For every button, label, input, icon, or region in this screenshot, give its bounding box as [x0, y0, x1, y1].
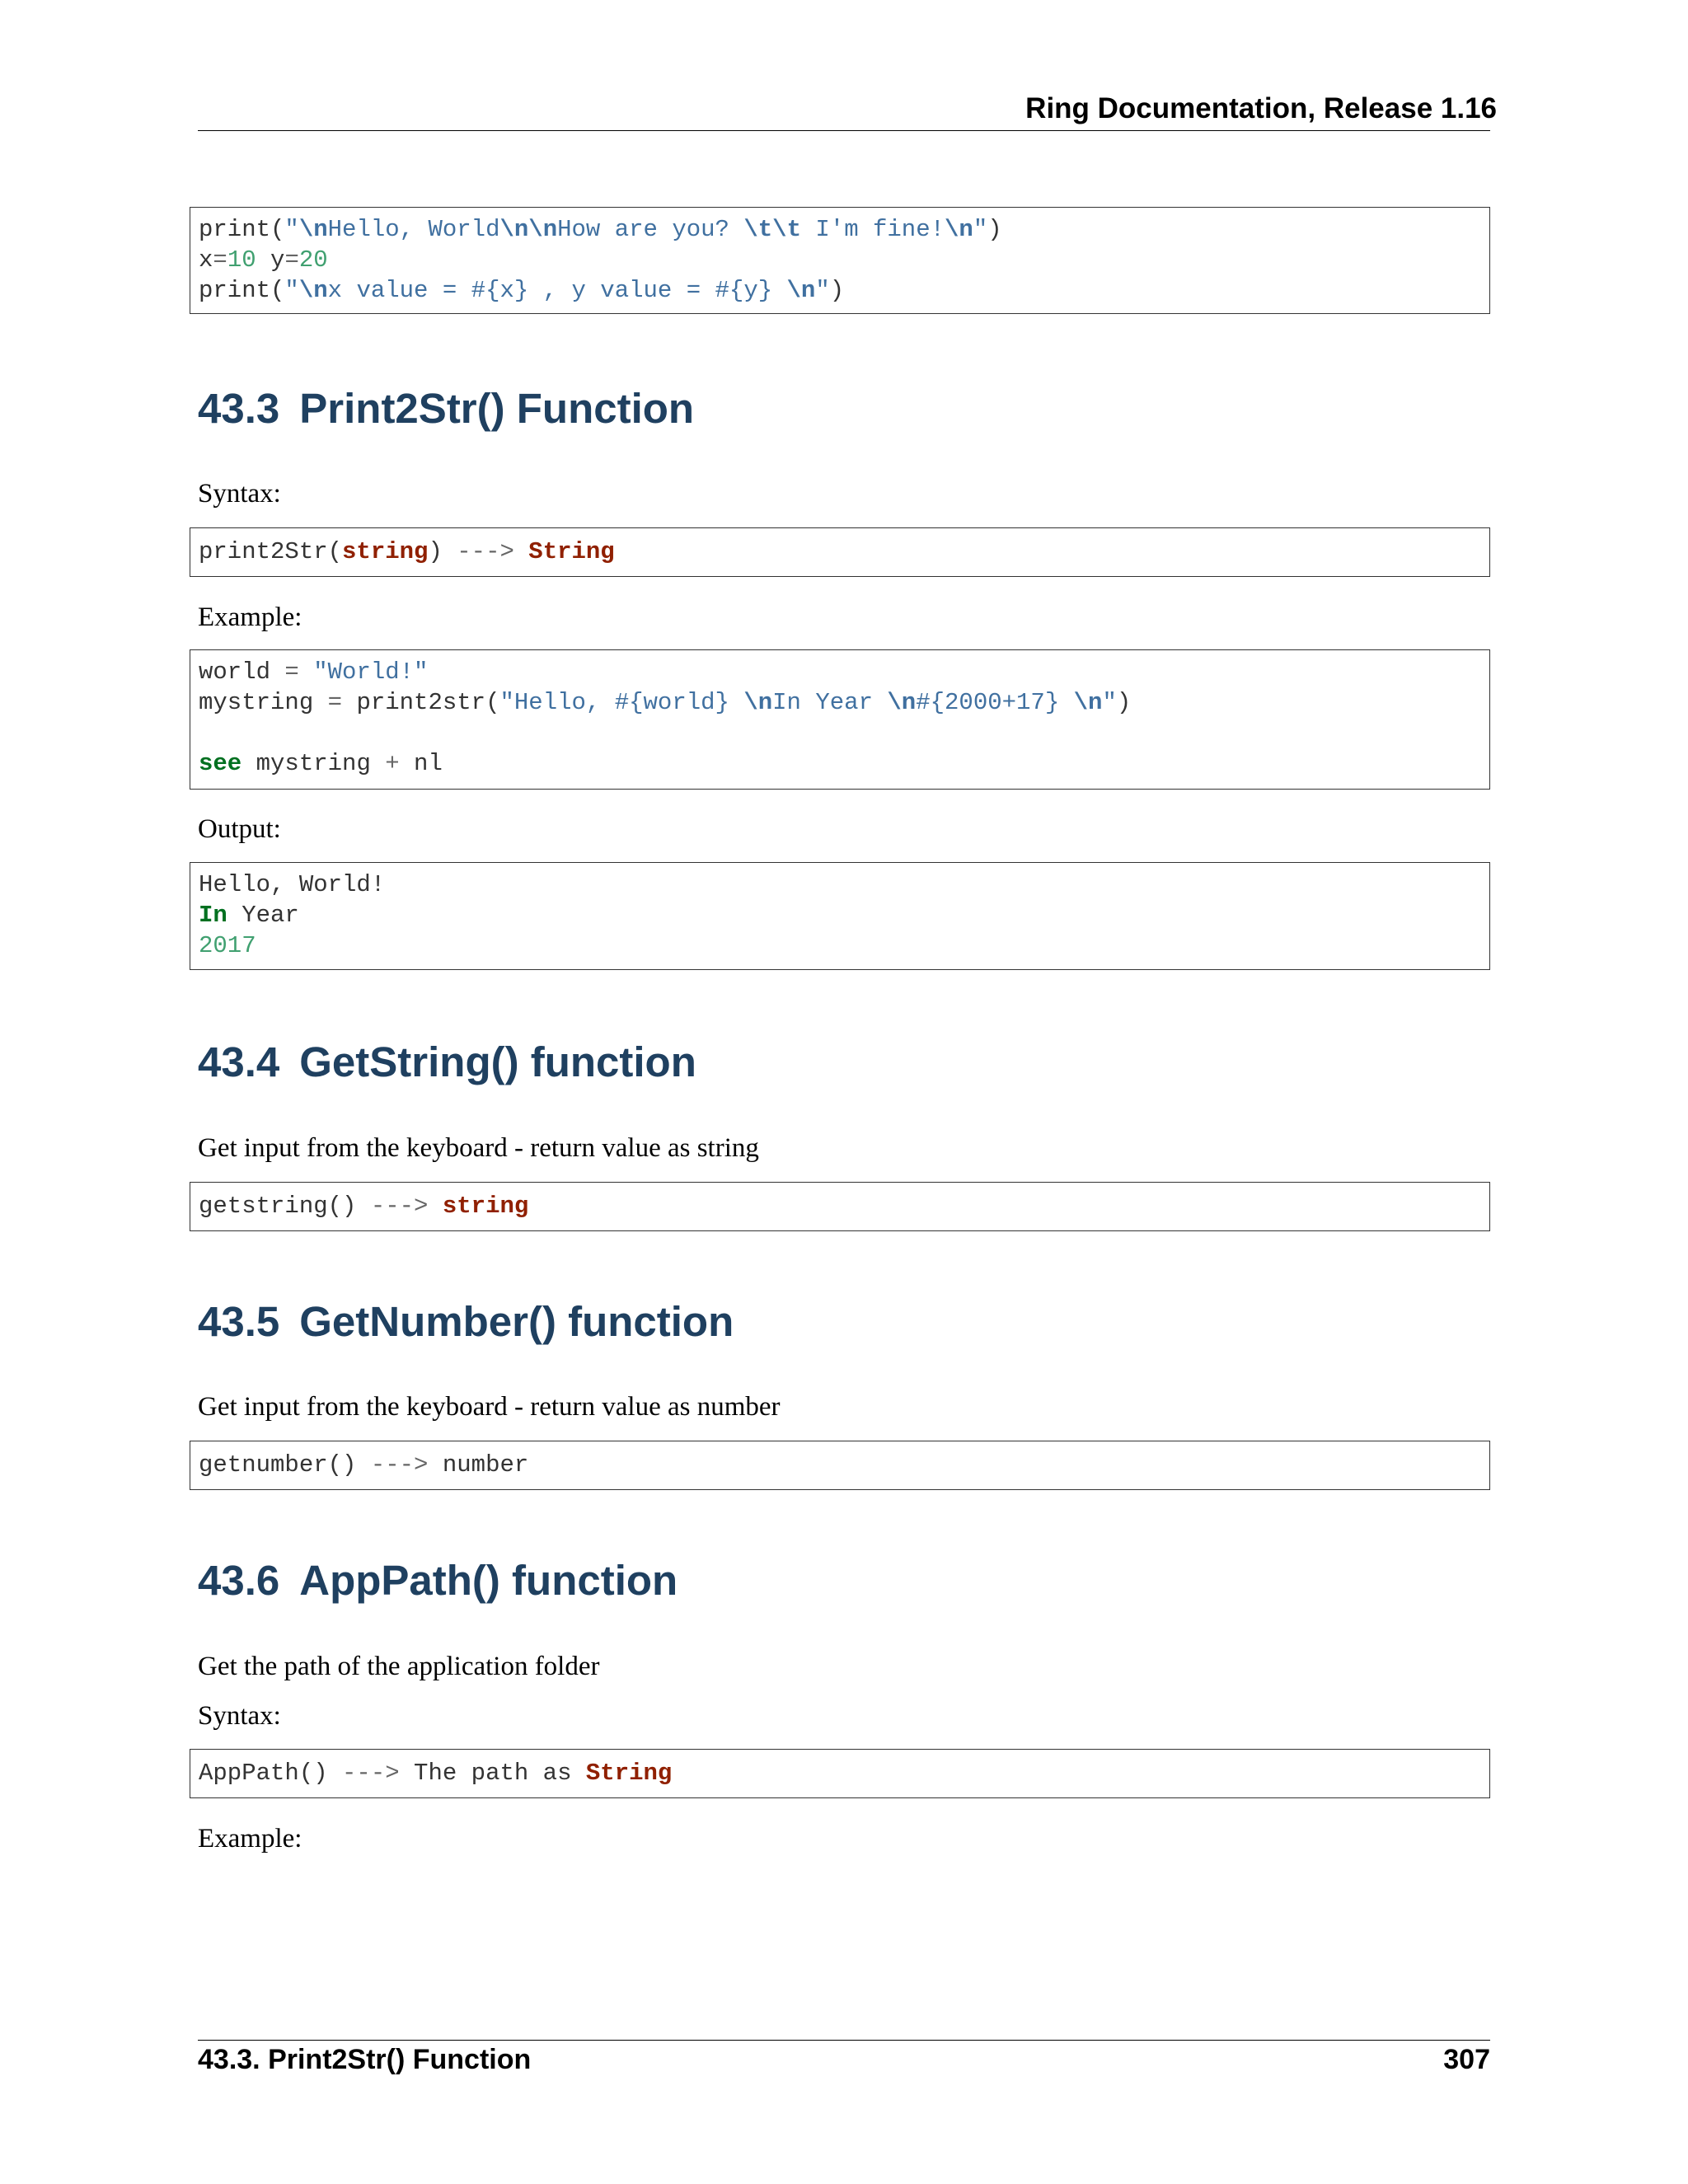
section-heading-apppath: 43.6 AppPath() function [198, 1557, 678, 1604]
code-block-apppath-syntax [190, 1749, 1490, 1798]
code-line-blank [199, 718, 1481, 748]
code-line: print("\nHello, World\n\nHow are you? \t\t I'm fine!\n") [199, 216, 1002, 243]
code-line: x=10 y=20 [199, 246, 328, 274]
apppath-description: Get the path of the application folder [198, 1652, 600, 1681]
code-line: see mystring + nl [199, 750, 443, 777]
page-number: 307 [1443, 2044, 1490, 2075]
code-block-getstring [190, 1182, 1490, 1231]
code-line: 2017 [199, 932, 256, 959]
code-block-print-example [190, 207, 1490, 314]
running-header: Ring Documentation, Release 1.16 [1025, 92, 1497, 124]
footer-section-name: 43.3. Print2Str() Function [198, 2044, 532, 2075]
example-label: Example: [198, 1824, 302, 1854]
code-block-print2str-syntax [190, 527, 1490, 577]
syntax-label: Syntax: [198, 1701, 281, 1731]
code-line: AppPath() ---> The path as String [199, 1760, 673, 1787]
getnumber-description: Get input from the keyboard - return value as number [198, 1392, 781, 1422]
code-line: In Year [199, 902, 299, 929]
section-heading-print2str: 43.3 Print2Str() Function [198, 385, 695, 432]
code-line: print2Str(string) ---> String [199, 538, 615, 565]
code-line: Hello, World! [199, 871, 386, 898]
code-line: world = "World!" [199, 658, 429, 686]
section-heading-getnumber: 43.5 GetNumber() function [198, 1298, 734, 1345]
code-line: print("\nx value = #{x} , y value = #{y} \n") [199, 277, 845, 304]
output-label: Output: [198, 814, 281, 844]
header-divider [198, 130, 1490, 131]
section-heading-getstring: 43.4 GetString() function [198, 1038, 696, 1085]
footer-divider [198, 2040, 1490, 2041]
code-line: getstring() ---> string [199, 1193, 529, 1220]
code-block-print2str-example [190, 649, 1490, 790]
code-block-print2str-output [190, 862, 1490, 970]
code-block-getnumber [190, 1441, 1490, 1490]
syntax-label: Syntax: [198, 479, 281, 509]
code-line: getnumber() ---> number [199, 1451, 529, 1479]
code-line: mystring = print2str("Hello, #{world} \nIn Year \n#{2000+17} \n") [199, 689, 1132, 716]
example-label: Example: [198, 602, 302, 632]
getstring-description: Get input from the keyboard - return value as string [198, 1133, 759, 1163]
